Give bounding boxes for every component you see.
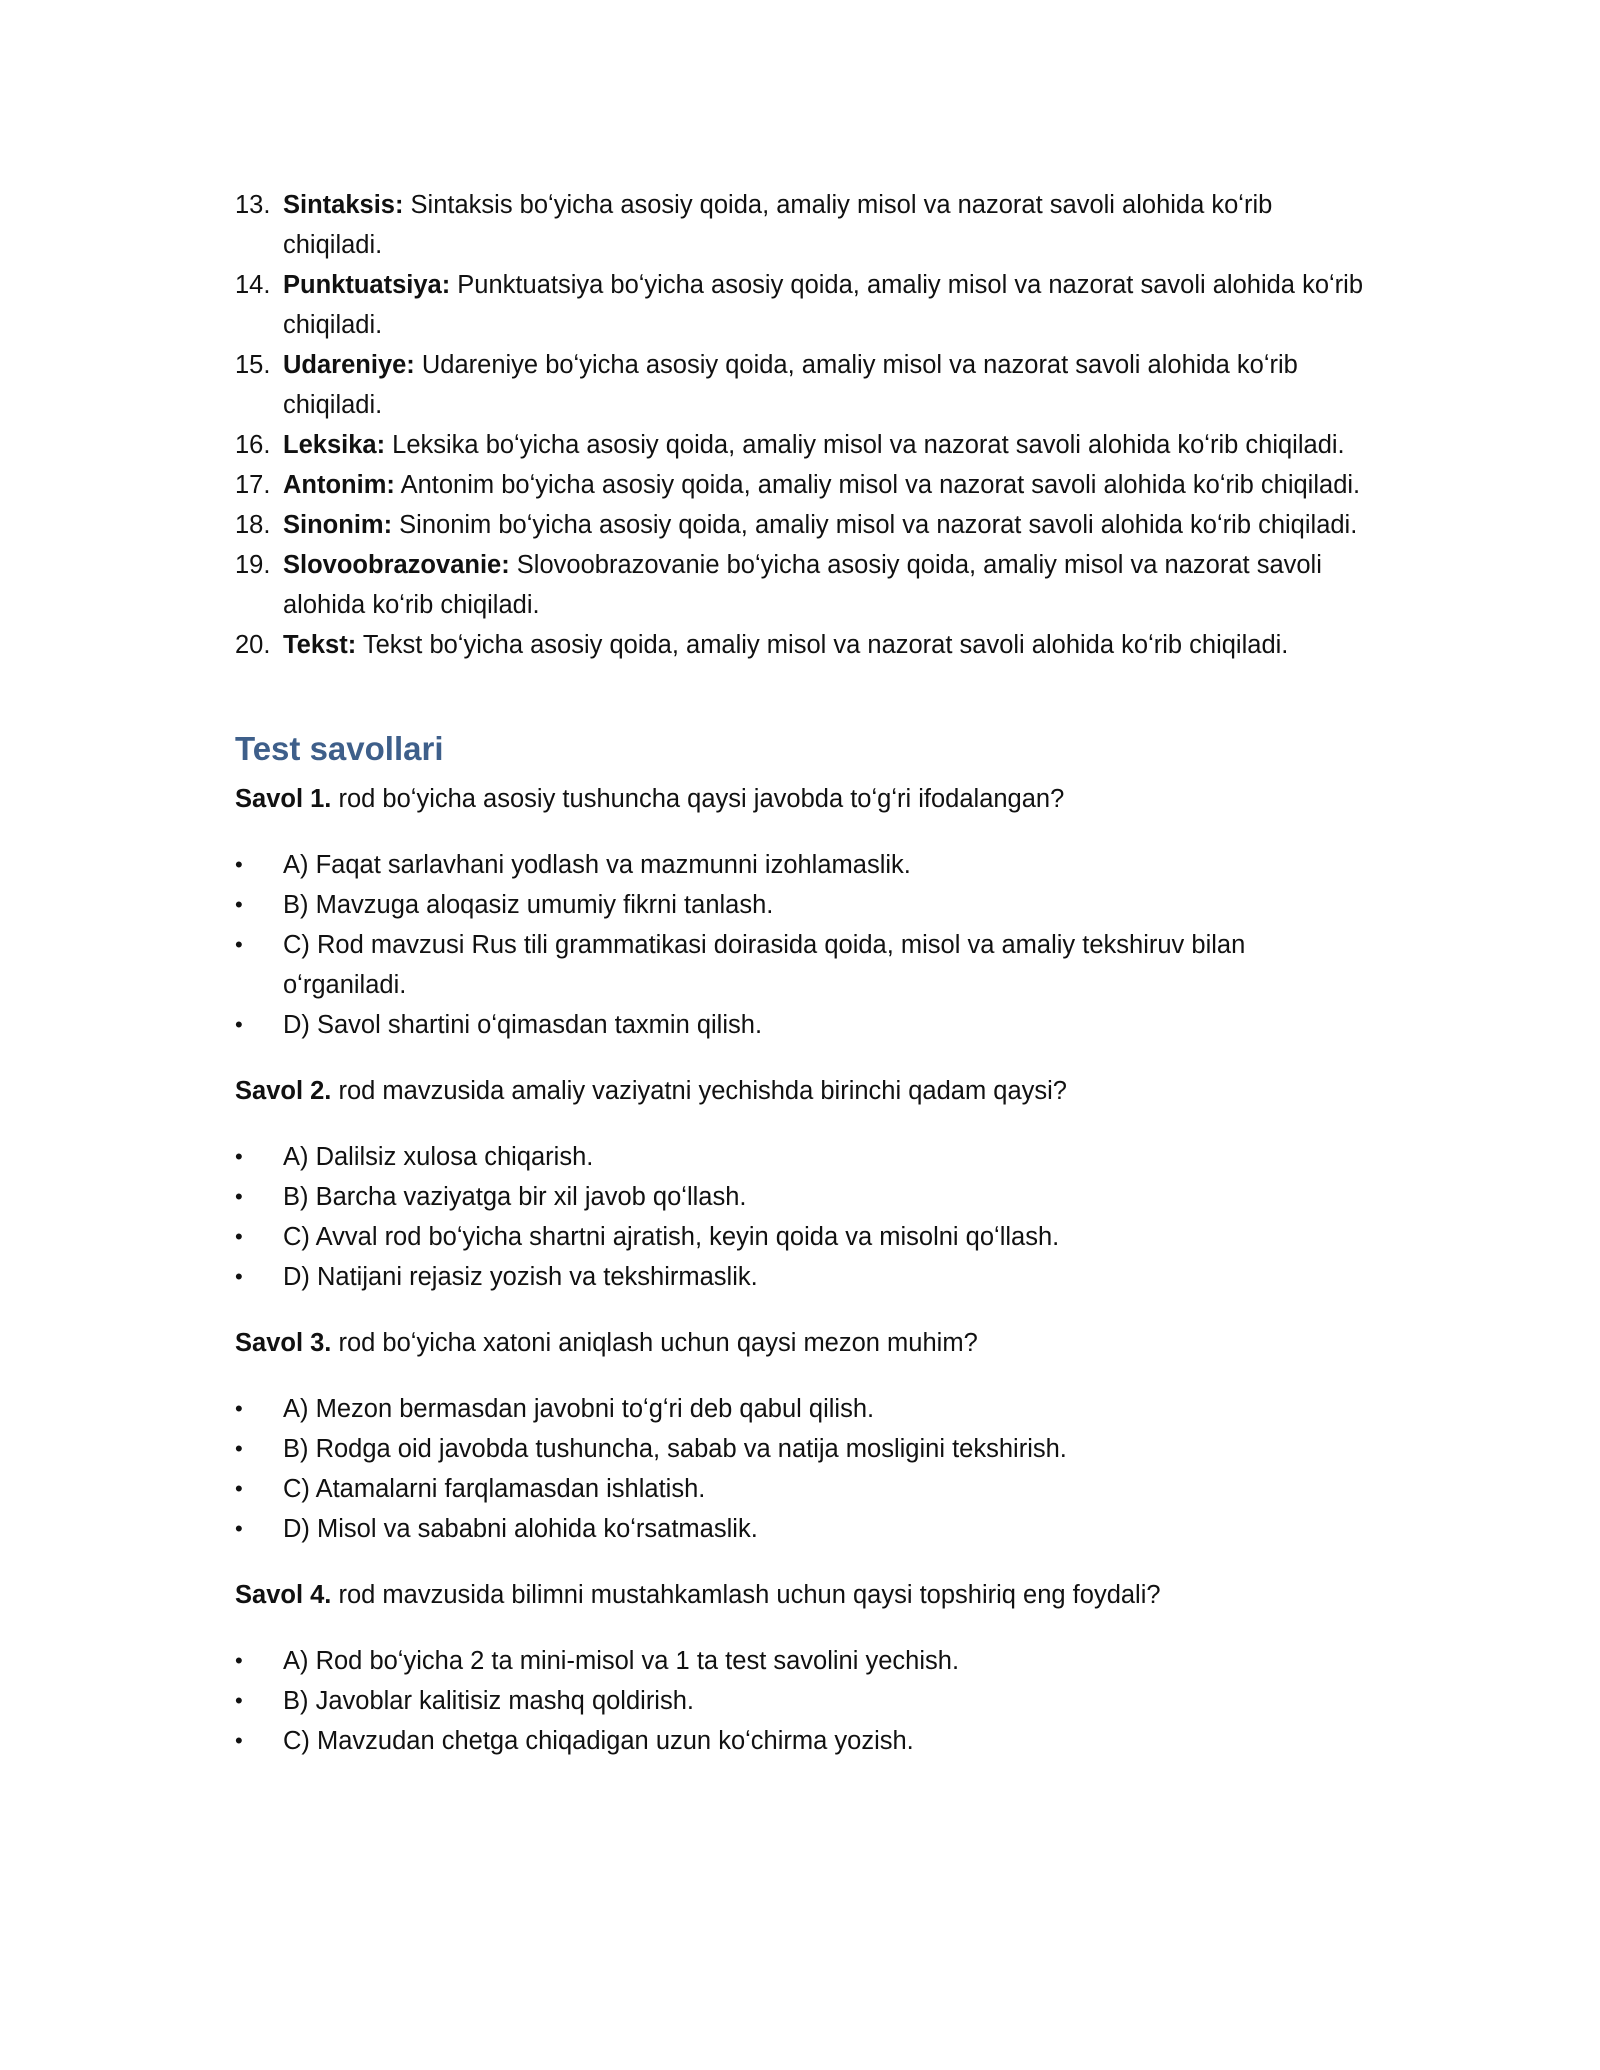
option-text: B) Rodga oid javobda tushuncha, sabab va natija mosligini tekshirish.: [283, 1435, 1067, 1463]
question-label: Savol 1.: [235, 785, 332, 813]
option-text: D) Savol shartini oʻqimasdan taxmin qilish.: [283, 1011, 763, 1039]
topic-text: Udareniye boʻyicha asosiy qoida, amaliy misol va nazorat savoli alohida koʻrib chiqiladi.: [283, 351, 1298, 419]
question-label: Savol 4.: [235, 1581, 332, 1609]
options-list: [235, 1137, 1365, 1297]
bullet-icon: •: [235, 1224, 243, 1249]
option-text: C) Avval rod boʻyicha shartni ajratish, keyin qoida va misolni qoʻllash.: [283, 1223, 1060, 1251]
option-text: A) Rod boʻyicha 2 ta mini-misol va 1 ta test savolini yechish.: [283, 1647, 960, 1675]
option-item: [235, 1005, 1365, 1045]
question-body: rod mavzusida bilimni mustahkamlash uchun qaysi topshiriq eng foydali?: [331, 1581, 1161, 1609]
list-item: [235, 185, 1365, 265]
option-text: D) Natijani rejasiz yozish va tekshirmaslik.: [283, 1263, 758, 1291]
topic-term: Antonim:: [283, 471, 395, 499]
list-item: [235, 505, 1365, 545]
topic-term: Slovoobrazovanie:: [283, 551, 510, 579]
question-block: [235, 779, 1365, 1045]
topic-text: Leksika boʻyicha asosiy qoida, amaliy misol va nazorat savoli alohida koʻrib chiqiladi.: [385, 431, 1345, 459]
list-number: 19.: [235, 551, 271, 579]
question-body: rod mavzusida amaliy vaziyatni yechishda birinchi qadam qaysi?: [331, 1077, 1067, 1105]
topic-text: Punktuatsiya boʻyicha asosiy qoida, amaliy misol va nazorat savoli alohida koʻrib chiqiladi.: [283, 271, 1364, 339]
list-item: [235, 545, 1365, 625]
bullet-icon: •: [235, 1688, 243, 1713]
topic-text: Antonim boʻyicha asosiy qoida, amaliy misol va nazorat savoli alohida koʻrib chiqiladi.: [394, 471, 1361, 499]
option-text: B) Barcha vaziyatga bir xil javob qoʻllash.: [283, 1183, 747, 1211]
topic-text: Slovoobrazovanie boʻyicha asosiy qoida, amaliy misol va nazorat savoli alohida koʻrib chiqiladi.: [283, 551, 1322, 619]
bullet-icon: •: [235, 1184, 243, 1209]
question-text: [235, 1575, 1365, 1615]
option-item: [235, 845, 1365, 885]
option-text: A) Mezon bermasdan javobni toʻgʻri deb qabul qilish.: [283, 1395, 875, 1423]
list-number: 18.: [235, 511, 271, 539]
topic-term: Leksika:: [283, 431, 386, 459]
question-block: [235, 1575, 1365, 1761]
list-item: [235, 465, 1365, 505]
bullet-icon: •: [235, 1264, 243, 1289]
list-number: 14.: [235, 271, 271, 299]
option-item: [235, 1429, 1365, 1469]
question-text: [235, 779, 1365, 819]
option-item: [235, 1137, 1365, 1177]
bullet-icon: •: [235, 1516, 243, 1541]
bullet-icon: •: [235, 1436, 243, 1461]
option-item: [235, 1681, 1365, 1721]
option-item: [235, 1177, 1365, 1217]
topic-text: Sinonim boʻyicha asosiy qoida, amaliy misol va nazorat savoli alohida koʻrib chiqiladi.: [392, 511, 1358, 539]
bullet-icon: •: [235, 1728, 243, 1753]
option-text: C) Rod mavzusi Rus tili grammatikasi doirasida qoida, misol va amaliy tekshiruv bilan oʻrganiladi.: [283, 931, 1246, 999]
page-content: [235, 185, 1365, 1787]
bullet-icon: •: [235, 1648, 243, 1673]
bullet-icon: •: [235, 932, 243, 957]
option-item: [235, 885, 1365, 925]
question-body: rod boʻyicha xatoni aniqlash uchun qaysi mezon muhim?: [331, 1329, 978, 1357]
question-label: Savol 2.: [235, 1077, 332, 1105]
question-text: [235, 1071, 1365, 1111]
bullet-icon: •: [235, 1476, 243, 1501]
question-text: [235, 1323, 1365, 1363]
list-item: [235, 425, 1365, 465]
list-number: 17.: [235, 471, 271, 499]
question-block: [235, 1323, 1365, 1549]
topic-term: Sinonim:: [283, 511, 393, 539]
option-item: [235, 1257, 1365, 1297]
list-number: 16.: [235, 431, 271, 459]
option-text: C) Mavzudan chetga chiqadigan uzun koʻchirma yozish.: [283, 1727, 914, 1755]
bullet-icon: •: [235, 1144, 243, 1169]
question-body: rod boʻyicha asosiy tushuncha qaysi javobda toʻgʻri ifodalangan?: [331, 785, 1065, 813]
options-list: [235, 1389, 1365, 1549]
option-text: C) Atamalarni farqlamasdan ishlatish.: [283, 1475, 706, 1503]
option-text: B) Mavzuga aloqasiz umumiy fikrni tanlash.: [283, 891, 774, 919]
question-label: Savol 3.: [235, 1329, 332, 1357]
topic-text: Tekst boʻyicha asosiy qoida, amaliy misol va nazorat savoli alohida koʻrib chiqiladi.: [356, 631, 1289, 659]
option-item: [235, 1721, 1365, 1761]
option-text: A) Faqat sarlavhani yodlash va mazmunni izohlamaslik.: [283, 851, 911, 879]
bullet-icon: •: [235, 852, 243, 877]
options-list: [235, 845, 1365, 1045]
bullet-icon: •: [235, 1012, 243, 1037]
topic-term: Punktuatsiya:: [283, 271, 451, 299]
option-text: D) Misol va sababni alohida koʻrsatmaslik.: [283, 1515, 758, 1543]
section-heading: Test savollari: [235, 730, 444, 767]
list-item: [235, 625, 1365, 665]
topic-term: Sintaksis:: [283, 191, 404, 219]
list-item: [235, 265, 1365, 345]
list-item: [235, 345, 1365, 425]
topic-term: Tekst:: [283, 631, 357, 659]
question-block: [235, 1071, 1365, 1297]
option-item: [235, 1509, 1365, 1549]
list-number: 20.: [235, 631, 271, 659]
option-text: A) Dalilsiz xulosa chiqarish.: [283, 1143, 594, 1171]
bullet-icon: •: [235, 1396, 243, 1421]
option-item: [235, 1389, 1365, 1429]
option-text: B) Javoblar kalitisiz mashq qoldirish.: [283, 1687, 694, 1715]
option-item: [235, 1217, 1365, 1257]
topic-text: Sintaksis boʻyicha asosiy qoida, amaliy misol va nazorat savoli alohida koʻrib chiqiladi.: [283, 191, 1273, 259]
options-list: [235, 1641, 1365, 1761]
topic-term: Udareniye:: [283, 351, 415, 379]
option-item: [235, 1641, 1365, 1681]
option-item: [235, 925, 1365, 1005]
list-number: 15.: [235, 351, 271, 379]
option-item: [235, 1469, 1365, 1509]
bullet-icon: •: [235, 892, 243, 917]
topics-list: [235, 185, 1365, 665]
list-number: 13.: [235, 191, 271, 219]
